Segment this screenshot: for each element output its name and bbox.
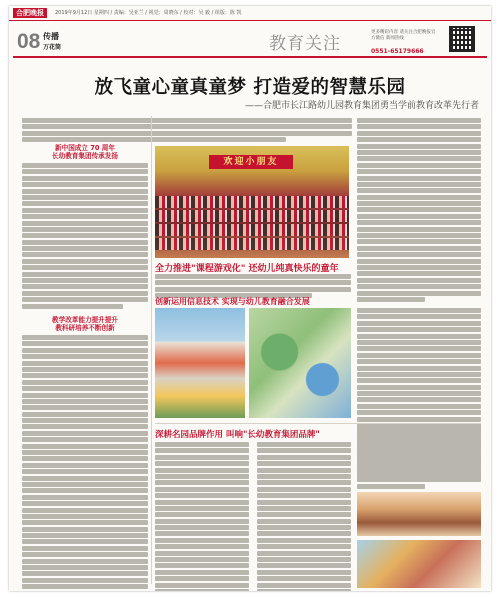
subhead-7: 深耕名园品牌作用 叫响"长幼教育集团品牌"	[155, 430, 320, 440]
article-headline: 放飞童心童真童梦 打造爱的智慧乐园	[94, 77, 406, 98]
subhead-3: 教学改革能力提升提升	[52, 315, 118, 324]
column-divider	[151, 116, 152, 584]
page-number: 08	[17, 30, 41, 53]
right-column-upper	[357, 118, 481, 303]
subhead-5: 全力推进"课程游戏化" 还幼儿纯真快乐的童年	[155, 264, 339, 274]
left-column	[22, 144, 148, 591]
top-strip	[9, 6, 491, 21]
section-subtitle: 万花筒	[43, 44, 62, 51]
subhead-2: 长幼教育集团传承发扬	[52, 152, 118, 160]
newspaper-page	[9, 6, 491, 591]
section-title: 教育关注	[269, 34, 341, 54]
classroom-photo	[357, 492, 481, 536]
subhead-4: 教科研培养不断创新	[55, 323, 115, 332]
contact-text: 更多精彩内容 请关注合肥晚报官方微信 新闻热线	[371, 30, 436, 41]
masthead-logo: 合肥晚报	[13, 8, 47, 18]
article-subheadline: ——合肥市长江路幼儿园教育集团勇当学前教育改革先行者	[244, 101, 479, 111]
bottom-text-col-2	[257, 442, 351, 591]
kindergarten-building-photo	[155, 308, 245, 418]
children-activity-photo	[357, 540, 481, 588]
dateline: 2019年9月12日 星期四 / 责编：吴亚兰 / 视觉：周晓东 / 校对：吴 毅 / 组版：陈 凯	[55, 10, 242, 16]
campus-aerial-photo	[249, 308, 351, 418]
bottom-text-col-3	[357, 426, 481, 490]
section-divider	[155, 423, 481, 424]
header-divider	[13, 56, 487, 58]
qr-code-icon	[449, 26, 475, 52]
subhead-1: 新中国成立 70 周年	[55, 144, 115, 152]
intro-paragraph	[22, 118, 352, 144]
group-photo	[155, 146, 349, 258]
phone-number: 0551-65179666	[371, 48, 424, 55]
section-name: 传播	[43, 32, 59, 41]
photo-banner: 欢迎小朋友	[209, 155, 293, 169]
subhead-6: 创新运用信息技术 实现与幼儿教育融合发展	[155, 297, 310, 306]
bottom-text-col-1	[155, 442, 249, 591]
